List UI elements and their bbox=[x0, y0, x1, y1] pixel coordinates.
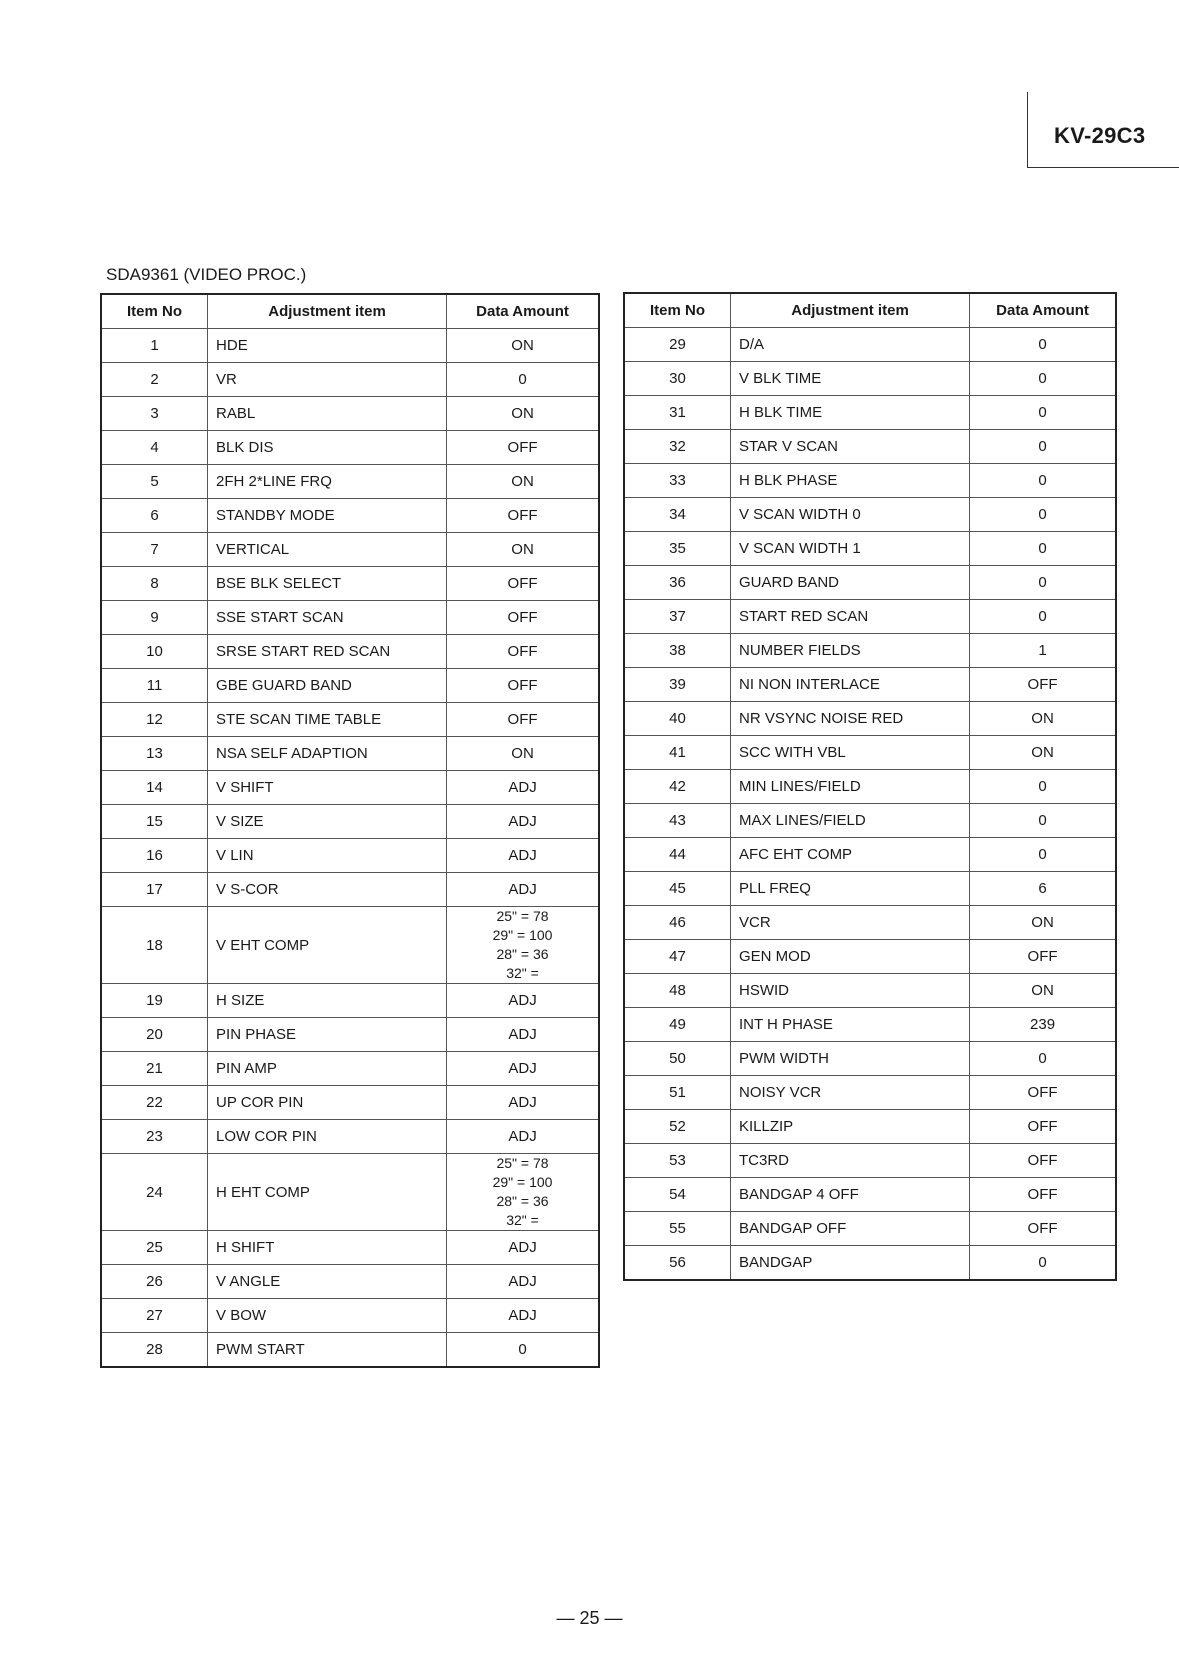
data-amount-cell: ON bbox=[447, 533, 599, 567]
data-amount-cell: 0 bbox=[970, 1042, 1116, 1076]
table-row bbox=[624, 1246, 1116, 1281]
table-row bbox=[101, 1120, 599, 1154]
table-row bbox=[624, 566, 1116, 600]
item-no-cell: 24 bbox=[101, 1154, 208, 1231]
header-item-no: Item No bbox=[624, 293, 731, 328]
item-no-cell: 55 bbox=[624, 1212, 731, 1246]
table-row bbox=[101, 465, 599, 499]
data-amount-cell: ON bbox=[970, 906, 1116, 940]
item-no-cell: 17 bbox=[101, 873, 208, 907]
item-no-cell: 8 bbox=[101, 567, 208, 601]
adjustment-item-cell: PIN PHASE bbox=[208, 1018, 447, 1052]
data-amount-line: 25" = 78 bbox=[496, 908, 549, 924]
data-amount-cell: OFF bbox=[447, 499, 599, 533]
adjustment-item-cell: PWM WIDTH bbox=[731, 1042, 970, 1076]
item-no-cell: 26 bbox=[101, 1265, 208, 1299]
adjustment-item-cell: SRSE START RED SCAN bbox=[208, 635, 447, 669]
adjustment-item-cell: BSE BLK SELECT bbox=[208, 567, 447, 601]
item-no-cell: 16 bbox=[101, 839, 208, 873]
data-amount-cell: ADJ bbox=[447, 805, 599, 839]
data-amount-cell: 0 bbox=[447, 1333, 599, 1368]
table-row bbox=[101, 431, 599, 465]
table-row bbox=[101, 805, 599, 839]
table-row bbox=[101, 669, 599, 703]
data-amount-cell: ADJ bbox=[447, 1086, 599, 1120]
item-no-cell: 3 bbox=[101, 397, 208, 431]
header-adjustment-item: Adjustment item bbox=[731, 293, 970, 328]
item-no-cell: 14 bbox=[101, 771, 208, 805]
data-amount-cell: OFF bbox=[447, 601, 599, 635]
data-amount-cell: ADJ bbox=[447, 1231, 599, 1265]
table-row bbox=[624, 1110, 1116, 1144]
table-row bbox=[624, 1076, 1116, 1110]
data-amount-cell: 0 bbox=[970, 600, 1116, 634]
table-row bbox=[101, 635, 599, 669]
adjustment-item-cell: V SCAN WIDTH 1 bbox=[731, 532, 970, 566]
adjustment-item-cell: H EHT COMP bbox=[208, 1154, 447, 1231]
model-box bbox=[1027, 92, 1179, 168]
item-no-cell: 21 bbox=[101, 1052, 208, 1086]
adjustment-item-cell: BANDGAP 4 OFF bbox=[731, 1178, 970, 1212]
adjustment-item-cell: D/A bbox=[731, 328, 970, 362]
data-amount-cell: OFF bbox=[447, 431, 599, 465]
data-amount-cell: 239 bbox=[970, 1008, 1116, 1042]
data-amount-cell: 6 bbox=[970, 872, 1116, 906]
table-row bbox=[624, 1212, 1116, 1246]
header-data-amount: Data Amount bbox=[447, 294, 599, 329]
data-amount-cell: 1 bbox=[970, 634, 1116, 668]
table-row bbox=[101, 363, 599, 397]
page-number: — 25 — bbox=[556, 1608, 623, 1628]
header-adjustment-item: Adjustment item bbox=[208, 294, 447, 329]
adjustment-item-cell: V S-COR bbox=[208, 873, 447, 907]
table-row bbox=[624, 464, 1116, 498]
adjustment-item-cell: SSE START SCAN bbox=[208, 601, 447, 635]
item-no-cell: 1 bbox=[101, 329, 208, 363]
item-no-cell: 23 bbox=[101, 1120, 208, 1154]
adjustment-item-cell: V BOW bbox=[208, 1299, 447, 1333]
item-no-cell: 11 bbox=[101, 669, 208, 703]
data-amount-cell: ON bbox=[447, 465, 599, 499]
item-no-cell: 54 bbox=[624, 1178, 731, 1212]
table-row bbox=[624, 1144, 1116, 1178]
table-row bbox=[624, 770, 1116, 804]
adjustment-item-cell: STAR V SCAN bbox=[731, 430, 970, 464]
header-item-no: Item No bbox=[101, 294, 208, 329]
adjustment-item-cell: SCC WITH VBL bbox=[731, 736, 970, 770]
item-no-cell: 7 bbox=[101, 533, 208, 567]
table-row bbox=[101, 1333, 599, 1368]
adjustment-item-cell: VCR bbox=[731, 906, 970, 940]
item-no-cell: 5 bbox=[101, 465, 208, 499]
adjustment-item-cell: H SHIFT bbox=[208, 1231, 447, 1265]
adjustment-item-cell: PIN AMP bbox=[208, 1052, 447, 1086]
data-amount-line: 29" = 100 bbox=[492, 1174, 553, 1190]
adjustment-item-cell: NI NON INTERLACE bbox=[731, 668, 970, 702]
table-row bbox=[101, 1299, 599, 1333]
table-row bbox=[624, 702, 1116, 736]
item-no-cell: 19 bbox=[101, 984, 208, 1018]
table-row bbox=[624, 1008, 1116, 1042]
adjustment-item-cell: LOW COR PIN bbox=[208, 1120, 447, 1154]
table-row bbox=[624, 872, 1116, 906]
data-amount-cell: ADJ bbox=[447, 873, 599, 907]
data-amount-cell: ADJ bbox=[447, 1299, 599, 1333]
table-row bbox=[624, 634, 1116, 668]
adjustment-item-cell: BLK DIS bbox=[208, 431, 447, 465]
adjustment-item-cell: V SIZE bbox=[208, 805, 447, 839]
adjustment-item-cell: STE SCAN TIME TABLE bbox=[208, 703, 447, 737]
item-no-cell: 53 bbox=[624, 1144, 731, 1178]
item-no-cell: 56 bbox=[624, 1246, 731, 1281]
item-no-cell: 27 bbox=[101, 1299, 208, 1333]
item-no-cell: 48 bbox=[624, 974, 731, 1008]
adjustment-item-cell: KILLZIP bbox=[731, 1110, 970, 1144]
adjustment-table-left bbox=[100, 293, 600, 1368]
item-no-cell: 2 bbox=[101, 363, 208, 397]
adjustment-table-right bbox=[623, 292, 1117, 1281]
data-amount-cell: 0 bbox=[970, 1246, 1116, 1281]
item-no-cell: 31 bbox=[624, 396, 731, 430]
adjustment-item-cell: STANDBY MODE bbox=[208, 499, 447, 533]
item-no-cell: 29 bbox=[624, 328, 731, 362]
table-row bbox=[101, 567, 599, 601]
adjustment-item-cell: V LIN bbox=[208, 839, 447, 873]
adjustment-item-cell: INT H PHASE bbox=[731, 1008, 970, 1042]
item-no-cell: 34 bbox=[624, 498, 731, 532]
item-no-cell: 12 bbox=[101, 703, 208, 737]
data-amount-cell: OFF bbox=[970, 668, 1116, 702]
data-amount-line: 32" = bbox=[506, 965, 539, 981]
item-no-cell: 49 bbox=[624, 1008, 731, 1042]
item-no-cell: 46 bbox=[624, 906, 731, 940]
data-amount-cell: 0 bbox=[970, 566, 1116, 600]
table-header-row bbox=[624, 293, 1116, 328]
table-row bbox=[101, 984, 599, 1018]
data-amount-cell bbox=[447, 907, 599, 984]
data-amount-cell: OFF bbox=[970, 1212, 1116, 1246]
data-amount-cell: 0 bbox=[970, 396, 1116, 430]
item-no-cell: 33 bbox=[624, 464, 731, 498]
data-amount-cell: OFF bbox=[970, 1144, 1116, 1178]
adjustment-item-cell: PWM START bbox=[208, 1333, 447, 1368]
item-no-cell: 28 bbox=[101, 1333, 208, 1368]
data-amount-line: 28" = 36 bbox=[496, 1193, 549, 1209]
item-no-cell: 20 bbox=[101, 1018, 208, 1052]
data-amount-cell: OFF bbox=[970, 1178, 1116, 1212]
table-row bbox=[101, 771, 599, 805]
table-row bbox=[101, 533, 599, 567]
header-data-amount: Data Amount bbox=[970, 293, 1116, 328]
table-row bbox=[101, 1018, 599, 1052]
adjustment-item-cell: HDE bbox=[208, 329, 447, 363]
adjustment-item-cell: AFC EHT COMP bbox=[731, 838, 970, 872]
item-no-cell: 52 bbox=[624, 1110, 731, 1144]
item-no-cell: 35 bbox=[624, 532, 731, 566]
table-row bbox=[624, 396, 1116, 430]
data-amount-cell: ADJ bbox=[447, 1265, 599, 1299]
data-amount-cell: ON bbox=[447, 397, 599, 431]
data-amount-cell: ADJ bbox=[447, 1018, 599, 1052]
table-row bbox=[101, 1154, 599, 1231]
data-amount-cell: OFF bbox=[447, 703, 599, 737]
table-row bbox=[624, 736, 1116, 770]
table-row bbox=[101, 839, 599, 873]
data-amount-cell: 0 bbox=[970, 770, 1116, 804]
model-number: KV-29C3 bbox=[1054, 123, 1146, 148]
data-amount-cell: ON bbox=[970, 702, 1116, 736]
data-amount-cell: 0 bbox=[970, 804, 1116, 838]
item-no-cell: 40 bbox=[624, 702, 731, 736]
adjustment-item-cell: PLL FREQ bbox=[731, 872, 970, 906]
data-amount-cell: OFF bbox=[970, 1076, 1116, 1110]
adjustment-item-cell: H BLK PHASE bbox=[731, 464, 970, 498]
data-amount-cell: ON bbox=[970, 736, 1116, 770]
data-amount-cell: ADJ bbox=[447, 1052, 599, 1086]
data-amount-cell: ON bbox=[447, 329, 599, 363]
item-no-cell: 15 bbox=[101, 805, 208, 839]
adjustment-item-cell: V ANGLE bbox=[208, 1265, 447, 1299]
adjustment-item-cell: NOISY VCR bbox=[731, 1076, 970, 1110]
adjustment-item-cell: NR VSYNC NOISE RED bbox=[731, 702, 970, 736]
data-amount-cell bbox=[447, 1154, 599, 1231]
data-amount-line: 29" = 100 bbox=[492, 927, 553, 943]
adjustment-item-cell: VERTICAL bbox=[208, 533, 447, 567]
table-row bbox=[624, 906, 1116, 940]
table-row bbox=[101, 601, 599, 635]
data-amount-cell: ON bbox=[447, 737, 599, 771]
item-no-cell: 32 bbox=[624, 430, 731, 464]
item-no-cell: 25 bbox=[101, 1231, 208, 1265]
data-amount-cell: ADJ bbox=[447, 771, 599, 805]
table-row bbox=[624, 668, 1116, 702]
item-no-cell: 44 bbox=[624, 838, 731, 872]
item-no-cell: 41 bbox=[624, 736, 731, 770]
adjustment-item-cell: V BLK TIME bbox=[731, 362, 970, 396]
table-row bbox=[624, 940, 1116, 974]
adjustment-item-cell: START RED SCAN bbox=[731, 600, 970, 634]
data-amount-cell: ADJ bbox=[447, 839, 599, 873]
adjustment-item-cell: MAX LINES/FIELD bbox=[731, 804, 970, 838]
table-row bbox=[624, 498, 1116, 532]
item-no-cell: 30 bbox=[624, 362, 731, 396]
data-amount-cell: OFF bbox=[970, 1110, 1116, 1144]
item-no-cell: 9 bbox=[101, 601, 208, 635]
adjustment-item-cell: GBE GUARD BAND bbox=[208, 669, 447, 703]
data-amount-cell: 0 bbox=[970, 498, 1116, 532]
adjustment-item-cell: BANDGAP OFF bbox=[731, 1212, 970, 1246]
data-amount-cell: ON bbox=[970, 974, 1116, 1008]
table-row bbox=[101, 873, 599, 907]
table-row bbox=[101, 1265, 599, 1299]
table-row bbox=[101, 703, 599, 737]
adjustment-item-cell: V EHT COMP bbox=[208, 907, 447, 984]
item-no-cell: 50 bbox=[624, 1042, 731, 1076]
adjustment-item-cell: MIN LINES/FIELD bbox=[731, 770, 970, 804]
adjustment-item-cell: BANDGAP bbox=[731, 1246, 970, 1281]
adjustment-item-cell: V SHIFT bbox=[208, 771, 447, 805]
table-row bbox=[101, 1231, 599, 1265]
item-no-cell: 10 bbox=[101, 635, 208, 669]
data-amount-cell: 0 bbox=[447, 363, 599, 397]
table-row bbox=[624, 430, 1116, 464]
item-no-cell: 4 bbox=[101, 431, 208, 465]
data-amount-cell: 0 bbox=[970, 464, 1116, 498]
item-no-cell: 38 bbox=[624, 634, 731, 668]
table-row bbox=[101, 737, 599, 771]
adjustment-item-cell: UP COR PIN bbox=[208, 1086, 447, 1120]
adjustment-item-cell: RABL bbox=[208, 397, 447, 431]
data-amount-cell: OFF bbox=[447, 669, 599, 703]
table-row bbox=[101, 1052, 599, 1086]
adjustment-item-cell: H BLK TIME bbox=[731, 396, 970, 430]
table-row bbox=[624, 1042, 1116, 1076]
table-row bbox=[624, 600, 1116, 634]
adjustment-item-cell: TC3RD bbox=[731, 1144, 970, 1178]
data-amount-cell: OFF bbox=[970, 940, 1116, 974]
adjustment-item-cell: GUARD BAND bbox=[731, 566, 970, 600]
item-no-cell: 39 bbox=[624, 668, 731, 702]
adjustment-item-cell: H SIZE bbox=[208, 984, 447, 1018]
table-row bbox=[624, 974, 1116, 1008]
item-no-cell: 47 bbox=[624, 940, 731, 974]
data-amount-line: 25" = 78 bbox=[496, 1155, 549, 1171]
data-amount-cell: 0 bbox=[970, 362, 1116, 396]
item-no-cell: 43 bbox=[624, 804, 731, 838]
item-no-cell: 45 bbox=[624, 872, 731, 906]
data-amount-cell: 0 bbox=[970, 430, 1116, 464]
table-row bbox=[101, 499, 599, 533]
table-row bbox=[624, 1178, 1116, 1212]
adjustment-item-cell: HSWID bbox=[731, 974, 970, 1008]
table-row bbox=[624, 328, 1116, 362]
table-row bbox=[624, 532, 1116, 566]
adjustment-item-cell: GEN MOD bbox=[731, 940, 970, 974]
data-amount-cell: ADJ bbox=[447, 984, 599, 1018]
item-no-cell: 22 bbox=[101, 1086, 208, 1120]
table-row bbox=[101, 329, 599, 363]
section-title: SDA9361 (VIDEO PROC.) bbox=[106, 265, 307, 284]
table-row bbox=[624, 804, 1116, 838]
item-no-cell: 42 bbox=[624, 770, 731, 804]
data-amount-cell: OFF bbox=[447, 567, 599, 601]
table-header-row bbox=[101, 294, 599, 329]
table-row bbox=[101, 907, 599, 984]
data-amount-cell: ADJ bbox=[447, 1120, 599, 1154]
adjustment-item-cell: 2FH 2*LINE FRQ bbox=[208, 465, 447, 499]
data-amount-cell: 0 bbox=[970, 328, 1116, 362]
adjustment-item-cell: VR bbox=[208, 363, 447, 397]
adjustment-item-cell: NUMBER FIELDS bbox=[731, 634, 970, 668]
item-no-cell: 13 bbox=[101, 737, 208, 771]
data-amount-line: 32" = bbox=[506, 1212, 539, 1228]
table-row bbox=[624, 362, 1116, 396]
item-no-cell: 51 bbox=[624, 1076, 731, 1110]
item-no-cell: 18 bbox=[101, 907, 208, 984]
data-amount-line: 28" = 36 bbox=[496, 946, 549, 962]
table-row bbox=[101, 1086, 599, 1120]
item-no-cell: 36 bbox=[624, 566, 731, 600]
table-row bbox=[624, 838, 1116, 872]
item-no-cell: 6 bbox=[101, 499, 208, 533]
data-amount-cell: 0 bbox=[970, 838, 1116, 872]
adjustment-item-cell: V SCAN WIDTH 0 bbox=[731, 498, 970, 532]
adjustment-item-cell: NSA SELF ADAPTION bbox=[208, 737, 447, 771]
data-amount-cell: 0 bbox=[970, 532, 1116, 566]
table-row bbox=[101, 397, 599, 431]
data-amount-cell: OFF bbox=[447, 635, 599, 669]
item-no-cell: 37 bbox=[624, 600, 731, 634]
